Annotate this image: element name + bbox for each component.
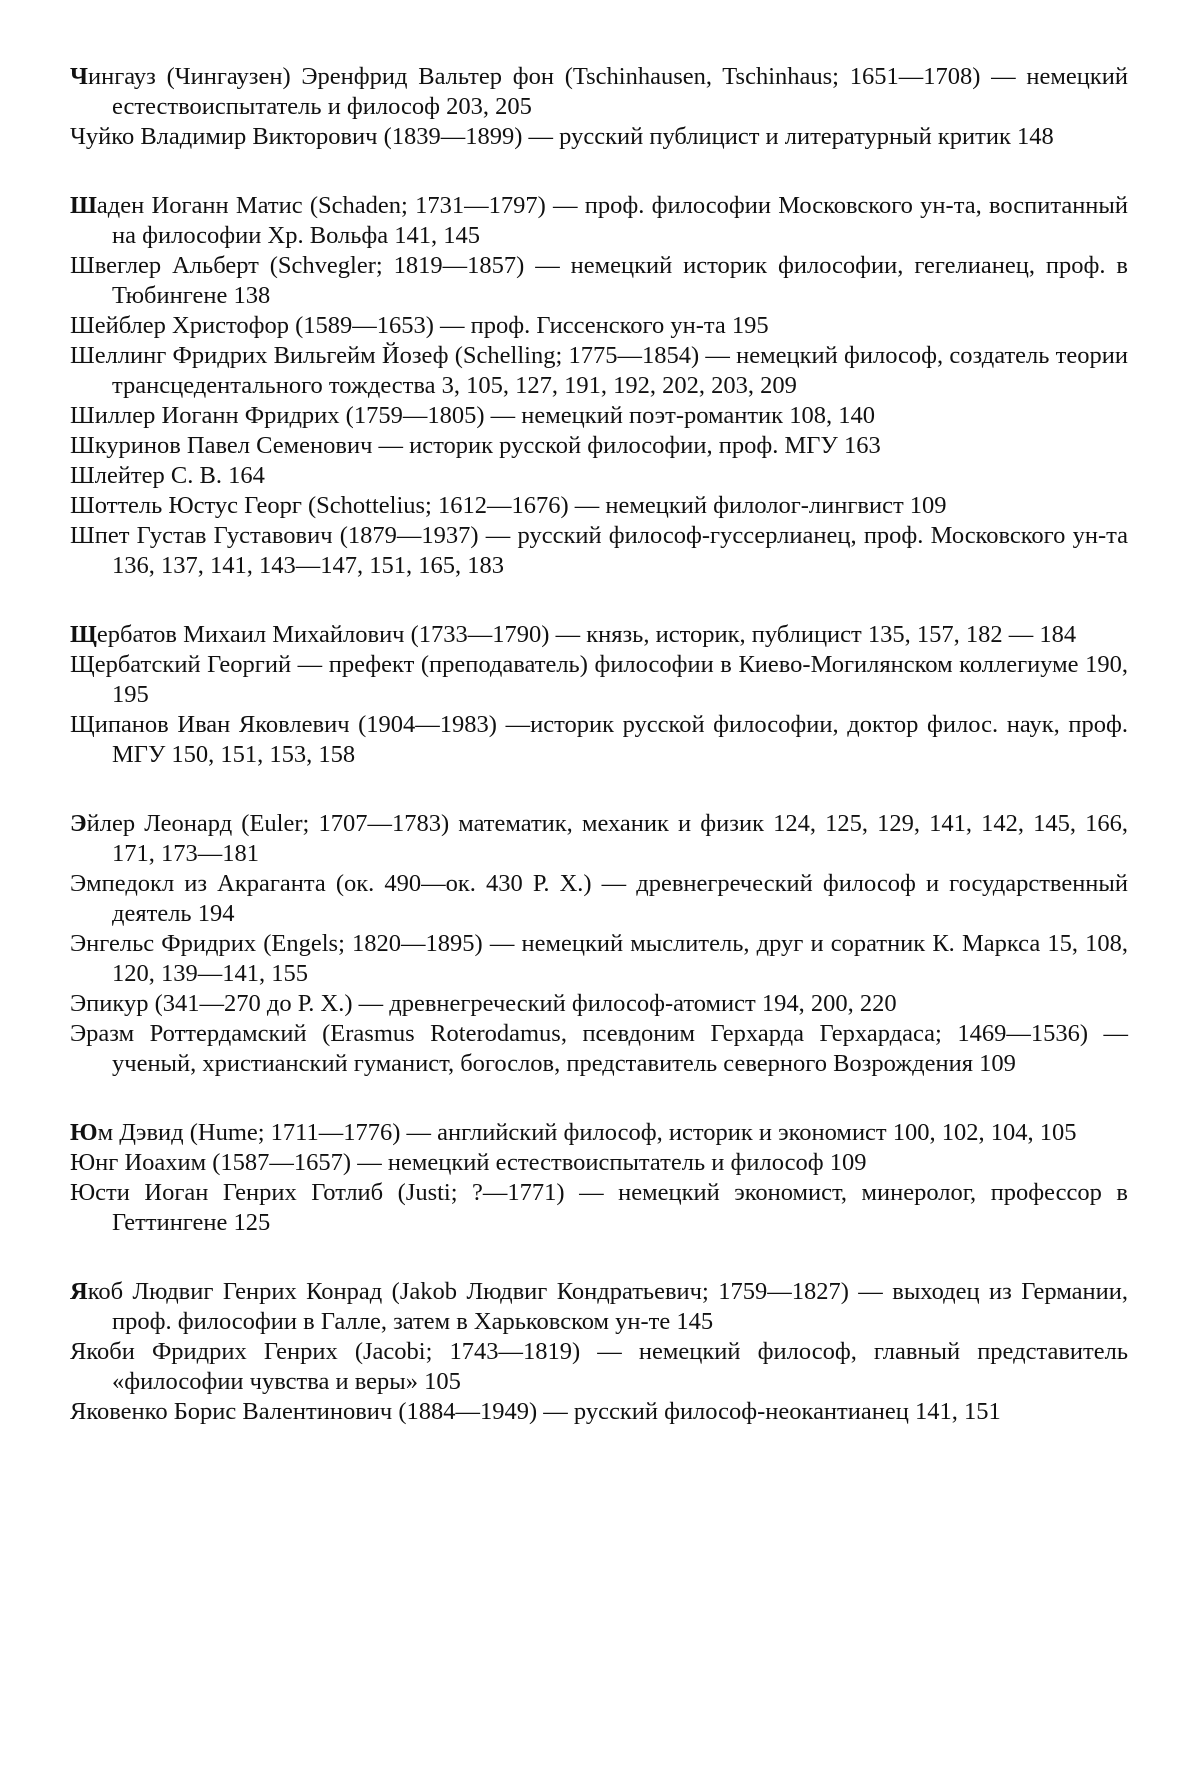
index-entry: Швеглер Альберт (Schvegler; 1819—1857) — немецкий историк философии, гегелианец, проф. в Тюбингене 138 [70,252,1128,309]
index-entry: Щипанов Иван Яковлевич (1904—1983) —историк русской философии, доктор филос. наук, проф. МГУ 150, 151, 153, 158 [70,711,1128,768]
index-entry: Энгельс Фридрих (Engels; 1820—1895) — немецкий мыслитель, друг и соратник К. Маркса 15, 108, 120, 139—141, 155 [70,930,1128,987]
index-entry: Шлейтер С. В. 164 [70,462,265,489]
index-letter-group [70,809,1128,1079]
index-letter-group [70,1118,1128,1238]
index-entry: Шаден Иоганн Матис (Schaden; 1731—1797) — проф. философии Московского ун-та, воспитанный на философии Хр. Вольфа 141, 145 [70,192,1128,249]
index-entry: Щербатов Михаил Михайлович (1733—1790) — князь, историк, публицист 135, 157, 182 — 184 [70,621,1077,648]
index-entry: Юнг Иоахим (1587—1657) — немецкий естествоиспытатель и философ 109 [70,1149,867,1176]
index-entry: Эпикур (341—270 до Р. Х.) — древнегреческий философ-атомист 194, 200, 220 [70,990,897,1017]
index-entry: Шпет Густав Густавович (1879—1937) — русский философ-гуссерлианец, проф. Московского ун-та 136, 137, 141, 143—147, 151, 165, 183 [70,522,1128,579]
index-entry: Юм Дэвид (Hume; 1711—1776) — английский философ, историк и экономист 100, 102, 104, 105 [70,1119,1077,1146]
index-entry: Чуйко Владимир Викторович (1839—1899) — русский публицист и литературный критик 148 [70,123,1054,150]
index-entry: Шоттель Юстус Георг (Schottelius; 1612—1676) — немецкий филолог-лингвист 109 [70,492,947,519]
index-entry: Чингауз (Чингаузен) Эренфрид Вальтер фон (Tschinhausen, Tschinhaus; 1651—1708) — немецкий естествоиспытатель и философ 203, 205 [70,63,1128,120]
index-letter-group [70,191,1128,581]
index-letter-group [70,1277,1128,1427]
name-index-page [70,62,1128,1466]
index-entry: Щербатский Георгий — префект (преподаватель) философии в Киево-Могилянском коллегиуме 190, 195 [70,651,1128,708]
index-entry: Эмпедокл из Акраганта (ок. 490—ок. 430 Р. Х.) — древнегреческий философ и государственный деятель 194 [70,870,1128,927]
index-entry: Шиллер Иоганн Фридрих (1759—1805) — немецкий поэт-романтик 108, 140 [70,402,875,429]
index-entry: Шкуринов Павел Семенович — историк русской философии, проф. МГУ 163 [70,432,881,459]
index-entry: Яковенко Борис Валентинович (1884—1949) — русский философ-неокантианец 141, 151 [70,1398,1001,1425]
index-letter-group [70,620,1128,770]
index-entry: Эразм Роттердамский (Erasmus Roterodamus, псевдоним Герхарда Герхардаса; 1469—1536) — ученый, христианский гуманист, богослов, представитель северного Возрождения 109 [70,1020,1128,1077]
index-entry: Якоби Фридрих Генрих (Jacobi; 1743—1819) — немецкий философ, главный представитель «философии чувства и веры» 105 [70,1338,1128,1395]
index-entry: Шеллинг Фридрих Вильгейм Йозеф (Schelling; 1775—1854) — немецкий философ, создатель теории трансцедентального тождества 3, 105, 127, 191, 192, 202, 203, 209 [70,342,1128,399]
index-entry: Эйлер Леонард (Euler; 1707—1783) математик, механик и физик 124, 125, 129, 141, 142, 145, 166, 171, 173—181 [70,810,1128,867]
index-entry: Шейблер Христофор (1589—1653) — проф. Гиссенского ун-та 195 [70,312,769,339]
index-entry: Юсти Иоган Генрих Готлиб (Justi; ?—1771) — немецкий экономист, минеролог, профессор в Геттингене 125 [70,1179,1128,1236]
index-entry: Якоб Людвиг Генрих Конрад (Jakob Людвиг Кондратьевич; 1759—1827) — выходец из Германии, проф. философии в Галле, затем в Харьковском ун-те 145 [70,1278,1128,1335]
index-letter-group [70,62,1128,152]
